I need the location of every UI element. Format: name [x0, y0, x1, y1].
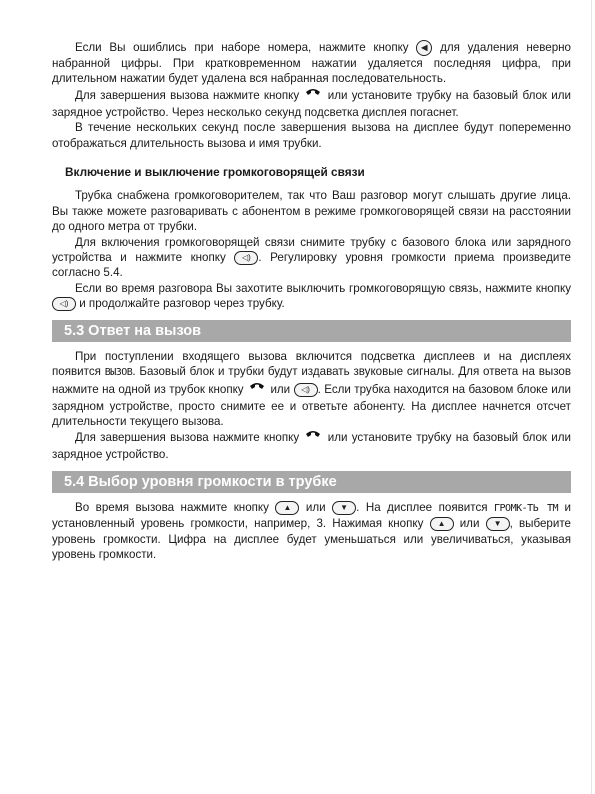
page-edge [591, 0, 592, 794]
paragraph-incoming-call [52, 349, 571, 430]
text: и установленный уровень громкости, например, 3. Нажимая кнопку [52, 500, 571, 531]
volume-down-icon: ▼ [332, 501, 356, 515]
paragraph-clear-digit [52, 40, 571, 87]
volume-up-icon: ▲ [275, 501, 299, 515]
text: . Базовый блок и трубки будут издавать звуковые сигналы. Для ответа на вызов нажмите на одной из трубок кнопку [52, 365, 571, 396]
text: Для включения громкоговорящей связи снимите трубку с базового блока или зарядного устройства и нажмите кнопку [52, 235, 571, 265]
text: При поступлении входящего вызова включится подсветка дисплеев и на дисплеях появится [52, 349, 571, 379]
section-title-5-3: 5.3 Ответ на вызов [52, 320, 571, 342]
text: . На дисплее появится [356, 500, 488, 514]
speaker-button-icon: ◁) [52, 297, 76, 311]
section-title-5-4: 5.4 Выбор уровня громкости в трубке [52, 471, 571, 493]
text: , выберите уровень громкости. Цифра на дисплее будет уменьшаться или увеличиваться, указывая уровень громкости. [52, 517, 571, 561]
speaker-button-icon: ◁) [294, 383, 318, 397]
text: или [305, 500, 326, 514]
text: или [270, 382, 291, 396]
paragraph-end-call [52, 87, 571, 120]
text: или установите трубку на базовый блок или зарядное устройство. Через несколько секунд подсветка дисплея погаснет. [52, 88, 571, 119]
paragraph-speaker-intro: Трубка снабжена громкоговорителем, так что Ваш разговор могут слышать другие лица. Вы также можете разговаривать с абонентом в режиме громкоговорящей связи на расстоянии до одного метра от трубки. [52, 189, 571, 234]
handset-icon [247, 381, 267, 399]
text: или [459, 517, 480, 531]
paragraph-duration: В течение нескольких секунд после завершения вызова на дисплее будут попеременно отображаться длительность вызова и имя трубки. [52, 121, 571, 150]
text: . Регулировку уровня громкости приема произведите согласно 5.4. [52, 251, 571, 280]
subheading-speakerphone: Включение и выключение громкоговорящей связи [65, 165, 365, 180]
volume-down-icon: ▼ [486, 517, 510, 531]
lcd-text: ГРОМК-ТЬ ТМ [494, 502, 559, 514]
text: Для завершения вызова нажмите кнопку [75, 88, 300, 102]
clear-button-icon: ◀ [416, 40, 432, 56]
text: Во время вызова нажмите кнопку [75, 500, 269, 514]
paragraph-end-call-2 [52, 429, 571, 462]
lcd-text: ВЫЗОВ [104, 367, 133, 379]
volume-up-icon: ▲ [430, 517, 454, 531]
text: Если во время разговора Вы захотите выключить громкоговорящую связь, нажмите кнопку [75, 281, 571, 295]
text: и продолжайте разговор через трубку. [79, 297, 285, 311]
text: для удаления неверно набранной цифры. При кратковременном нажатии удаляется последняя цифра, при длительном нажатии будет удалена вся набранная последовательность. [52, 41, 571, 86]
handset-icon [303, 87, 323, 105]
handset-icon [303, 429, 323, 447]
text: . Если трубка находится на базовом блоке или зарядном устройстве, просто снимите ее и ответьте абоненту. На дисплее начнется отсчет длительности текущего вызова. [52, 382, 571, 428]
page-content [52, 40, 571, 562]
speaker-button-icon: ◁) [234, 251, 258, 265]
paragraph-volume [52, 500, 571, 563]
paragraph-speaker-off [52, 281, 571, 312]
text: Для завершения вызова нажмите кнопку [75, 431, 300, 445]
paragraph-speaker-on [52, 235, 571, 281]
text: или установите трубку на базовый блок или зарядное устройство. [52, 431, 571, 462]
text: Если Вы ошиблись при наборе номера, нажмите кнопку [75, 41, 409, 55]
